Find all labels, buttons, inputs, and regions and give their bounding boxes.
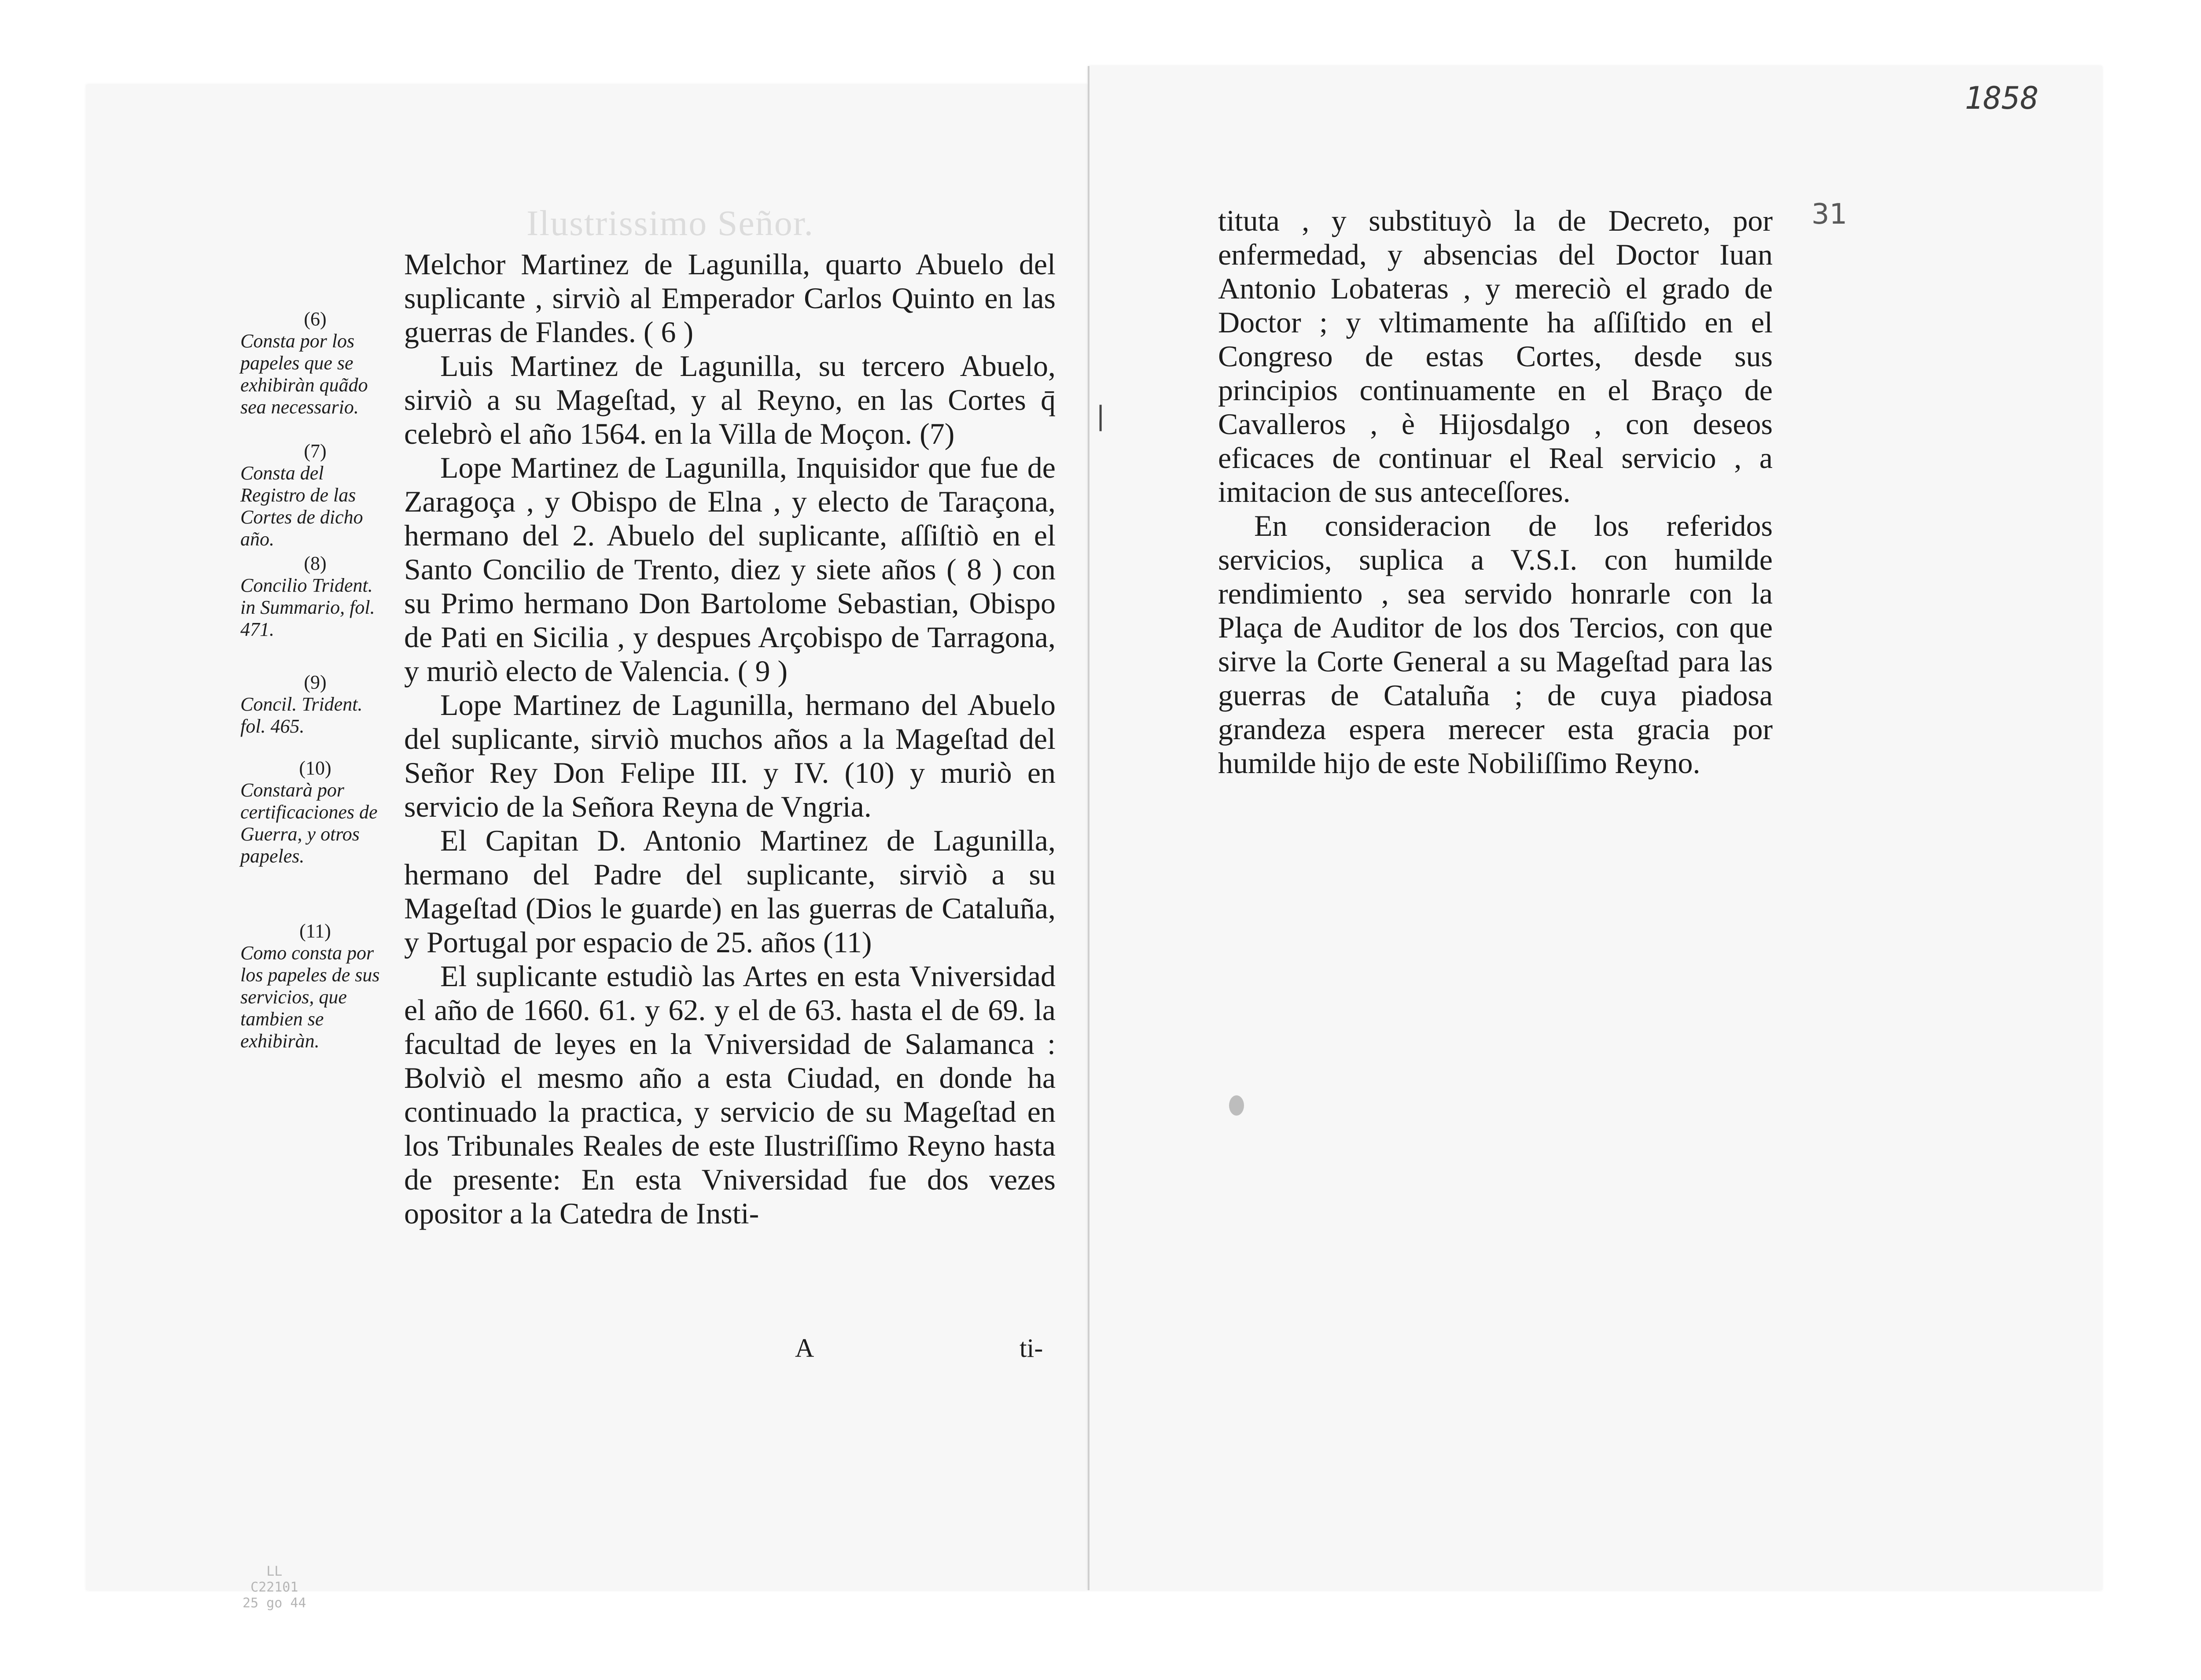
paragraph: El suplicante estudiò las Artes en esta Vniversidad el año de 1660. 61. y 62. y el de 63. hasta el de 69. la facultad de leyes en la Vniversidad de Salamanca : Bolviò el mesmo año a esta Ciudad, en donde ha continuado la practica, y servicio de su Mageſtad en los Tribunales Reales de este Ilustriſſimo Reyno hasta de presente: En esta Vniversidad fue dos vezes opositor a la Catedra de Insti- [404,959,1056,1230]
margin-note-text: Concilio Trident. in Summario, fol. 471. [240,575,375,640]
bleed-through-heading: Ilustrissimo Señor. [526,203,814,243]
margin-note-text: Como consta por los papeles de sus servicios, que tambien se exhibiràn. [240,942,380,1052]
paragraph: tituta , y substituyò la de Decreto, por enfermedad, y absencias del Doctor Iuan Antonio Lobateras , y mereciò el grado de Doctor ; y vltimamente ha aſſiſtido en el Congreso de estas Cortes, desde sus principios continuamente en el Braço de Cavalleros , è Hijosdalgo , con deseos eficaces de continuar el Real servicio , a imitacion de sus anteceſſores. [1218,204,1773,508]
margin-note-text: Constarà por certificaciones de Guerra, y otros papeles. [240,779,378,867]
left-page [86,85,1088,1611]
right-page [1088,66,2102,1590]
margin-note-number: (9) [304,671,327,693]
library-stamp-line: C22101 [250,1580,298,1595]
handwritten-number: 1858 [1965,80,2039,116]
margin-note-text: Concil. Trident. fol. 465. [240,693,363,737]
margin-note-number: (8) [304,553,327,574]
library-stamp [243,1564,306,1611]
margin-note-11 [240,920,390,1052]
signature-mark: A [795,1334,814,1363]
margin-note-7 [240,440,390,550]
binding-mark: ❘ [1089,402,1112,431]
paragraph: Lope Martinez de Lagunilla, hermano del Abuelo del suplicante, sirviò muchos años a la Mageſtad del Señor Rey Don Felipe III. y IV. (10) y muriò en servicio de la Señora Reyna de Vngria. [404,688,1056,823]
library-stamp-line: LL [266,1564,283,1579]
left-main-text [404,247,1056,1231]
margin-note-number: (10) [299,757,331,779]
margin-note-8 [240,553,390,641]
folio-number: 31 [1811,198,1848,231]
paragraph: Melchor Martinez de Lagunilla, quarto Abuelo del suplicante , sirviò al Emperador Carlos Quinto en las guerras de Flandes. ( 6 ) [404,247,1056,349]
margin-note-text: Consta del Registro de las Cortes de dicho año. [240,462,363,550]
margin-note-9 [240,671,390,737]
margin-note-10 [240,757,390,867]
paragraph: Lope Martinez de Lagunilla, Inquisidor que fue de Zaragoça , y Obispo de Elna , y electo de Taraçona, hermano del 2. Abuelo del suplicante, aſſiſtiò en el Santo Concilio de Trento, diez y siete años ( 8 ) con su Primo hermano Don Bartolome Sebastian, Obispo de Pati en Sicilia , y despues Arçobispo de Tarragona, y muriò electo de Valencia. ( 9 ) [404,451,1056,688]
margin-note-number: (6) [304,308,327,330]
paragraph: Luis Martinez de Lagunilla, su tercero Abuelo, sirviò a su Mageſtad, y al Reyno, en las Cortes q̄ celebrò el año 1564. en la Villa de Moçon. (7) [404,349,1056,450]
paragraph: En consideracion de los referidos servicios, suplica a V.S.I. con humilde rendimiento , sea servido honrarle con la Plaça de Auditor de los dos Tercios, con que sirve la Corte General a su Mageſtad para las guerras de Cataluña ; de cuya piadosa grandeza espera merecer esta gracia por humilde hijo de este Nobiliſſimo Reyno. [1218,509,1773,780]
margin-note-6 [240,308,390,418]
margin-note-number: (7) [304,440,327,462]
margin-note-number: (11) [299,920,331,942]
catchword: ti- [1020,1334,1043,1363]
ink-smudge [1229,1095,1244,1116]
library-stamp-line: 25 go 44 [243,1595,306,1611]
right-main-text [1218,204,1773,780]
paragraph: El Capitan D. Antonio Martinez de Lagunilla, hermano del Padre del suplicante, sirviò a su Mageſtad (Dios le guarde) en las guerras de Cataluña, y Portugal por espacio de 25. años (11) [404,824,1056,959]
margin-note-text: Consta por los papeles que se exhibiràn quãdo sea necessario. [240,330,368,418]
